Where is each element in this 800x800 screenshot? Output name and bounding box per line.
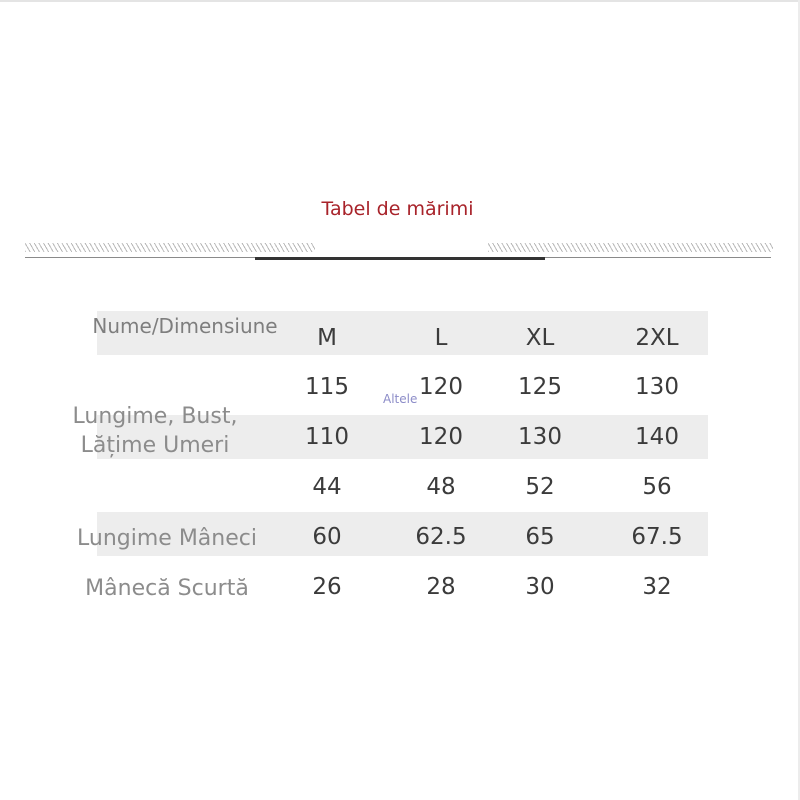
table-cell: 120	[419, 374, 463, 400]
table-cell: 32	[642, 574, 672, 600]
row-label-sleeve-length: Lungime Mâneci	[77, 526, 257, 551]
row-label-short-sleeve: Mânecă Scurtă	[85, 576, 249, 601]
table-cell: 28	[426, 574, 456, 600]
table-cell: 62.5	[415, 524, 467, 550]
table-cell: 26	[312, 574, 342, 600]
hatch-divider-left	[25, 243, 315, 252]
table-cell: 65	[525, 524, 555, 550]
table-cell: 48	[426, 474, 456, 500]
table-cell: 140	[635, 424, 679, 450]
table-cell: 56	[642, 474, 672, 500]
table-cell: 60	[312, 524, 342, 550]
page-title: Tabel de mărimi	[321, 198, 474, 220]
hatch-divider-right	[488, 243, 773, 252]
size-header-xl: XL	[525, 325, 555, 351]
table-cell: 52	[525, 474, 555, 500]
table-cell: 120	[419, 424, 463, 450]
size-header-l: L	[434, 325, 448, 351]
table-cell: 110	[305, 424, 349, 450]
row-label-length-bust-line2: Lățime Umeri	[80, 433, 230, 458]
size-header-m: M	[317, 325, 337, 351]
table-cell: 125	[518, 374, 562, 400]
size-header-2xl: 2XL	[635, 325, 679, 351]
table-cell: 30	[525, 574, 555, 600]
watermark-text: Altele	[383, 392, 418, 406]
table-cell: 115	[305, 374, 349, 400]
header-label: Nume/Dimensiune	[92, 314, 278, 338]
row-label-length-bust-line1: Lungime, Bust,	[72, 404, 238, 429]
table-cell: 67.5	[631, 524, 683, 550]
table-cell: 130	[635, 374, 679, 400]
table-cell: 44	[312, 474, 342, 500]
frame-top-border	[0, 0, 800, 2]
table-cell: 130	[518, 424, 562, 450]
title-underline-accent	[255, 257, 545, 260]
